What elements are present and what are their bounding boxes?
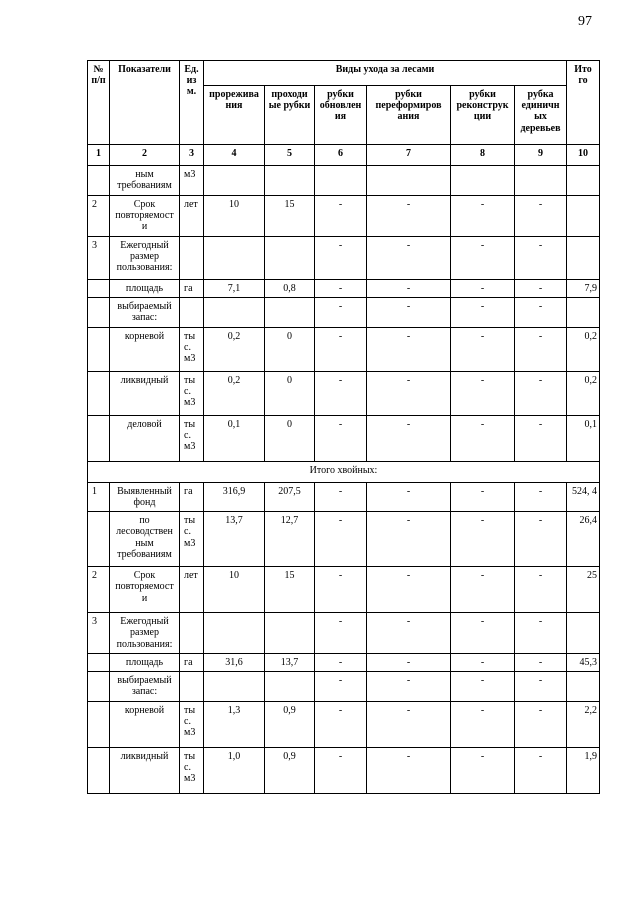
row-num-cell bbox=[88, 279, 110, 297]
row-value-cell: - bbox=[515, 613, 567, 654]
row-value-cell: - bbox=[515, 747, 567, 793]
row-value-cell: - bbox=[451, 236, 515, 279]
row-total-cell: 25 bbox=[567, 567, 600, 613]
forest-care-table bbox=[87, 60, 600, 794]
row-total-cell: 1,9 bbox=[567, 747, 600, 793]
header-indicator: Показатели bbox=[110, 61, 180, 145]
row-value-cell bbox=[265, 236, 315, 279]
row-value-cell: 0,2 bbox=[204, 371, 265, 415]
header-unit: Ед. из м. bbox=[180, 61, 204, 145]
row-value-cell: - bbox=[451, 701, 515, 747]
row-value-cell: 0 bbox=[265, 415, 315, 461]
row-value-cell bbox=[265, 297, 315, 327]
table-row bbox=[88, 415, 600, 461]
row-value-cell: 13,7 bbox=[204, 512, 265, 567]
row-indicator-cell: Ежегодный размер пользования: bbox=[110, 613, 180, 654]
row-value-cell: - bbox=[315, 371, 367, 415]
row-value-cell: - bbox=[515, 567, 567, 613]
row-value-cell: - bbox=[315, 613, 367, 654]
header-type: проходи ые рубки bbox=[265, 86, 315, 145]
row-value-cell: - bbox=[367, 671, 451, 701]
row-value-cell bbox=[315, 166, 367, 196]
table-row bbox=[88, 236, 600, 279]
row-indicator-cell: деловой bbox=[110, 415, 180, 461]
row-value-cell: - bbox=[315, 512, 367, 567]
row-num-cell: 2 bbox=[88, 567, 110, 613]
row-unit-cell: ты с. м3 bbox=[180, 327, 204, 371]
row-value-cell: - bbox=[451, 613, 515, 654]
row-value-cell: - bbox=[515, 415, 567, 461]
row-num-cell: 2 bbox=[88, 196, 110, 237]
row-num-cell bbox=[88, 701, 110, 747]
row-value-cell: - bbox=[367, 482, 451, 511]
row-value-cell: - bbox=[451, 747, 515, 793]
row-value-cell: 0,9 bbox=[265, 701, 315, 747]
row-value-cell: - bbox=[367, 567, 451, 613]
row-value-cell: - bbox=[515, 653, 567, 671]
row-total-cell bbox=[567, 236, 600, 279]
row-value-cell bbox=[265, 166, 315, 196]
row-value-cell: - bbox=[315, 236, 367, 279]
row-value-cell: - bbox=[367, 415, 451, 461]
row-indicator-cell: ликвидный bbox=[110, 371, 180, 415]
row-total-cell: 0,1 bbox=[567, 415, 600, 461]
header-num: № п/п bbox=[88, 61, 110, 145]
row-total-cell bbox=[567, 671, 600, 701]
table-row bbox=[88, 279, 600, 297]
row-indicator-cell: ликвидный bbox=[110, 747, 180, 793]
row-unit-cell: ты с. м3 bbox=[180, 512, 204, 567]
row-indicator-cell: Выявленный фонд bbox=[110, 482, 180, 511]
column-index-cell: 10 bbox=[567, 145, 600, 166]
table-row bbox=[88, 653, 600, 671]
row-value-cell: - bbox=[451, 653, 515, 671]
column-index-cell: 4 bbox=[204, 145, 265, 166]
row-unit-cell: ты с. м3 bbox=[180, 701, 204, 747]
column-index-cell: 2 bbox=[110, 145, 180, 166]
column-index-row bbox=[88, 145, 600, 166]
row-total-cell: 2,2 bbox=[567, 701, 600, 747]
row-value-cell: - bbox=[451, 482, 515, 511]
row-value-cell: - bbox=[315, 671, 367, 701]
row-unit-cell: лет bbox=[180, 567, 204, 613]
row-value-cell: 0,8 bbox=[265, 279, 315, 297]
table-row bbox=[88, 371, 600, 415]
table-row bbox=[88, 567, 600, 613]
table-row bbox=[88, 613, 600, 654]
row-value-cell: - bbox=[515, 482, 567, 511]
row-unit-cell bbox=[180, 297, 204, 327]
row-value-cell: - bbox=[367, 747, 451, 793]
row-indicator-cell: Срок повторяемост и bbox=[110, 196, 180, 237]
row-value-cell: - bbox=[315, 701, 367, 747]
row-value-cell: 7,1 bbox=[204, 279, 265, 297]
row-value-cell: 0,1 bbox=[204, 415, 265, 461]
table-row bbox=[88, 196, 600, 237]
row-value-cell bbox=[204, 613, 265, 654]
row-indicator-cell: по лесоводствен ным требованиям bbox=[110, 512, 180, 567]
row-unit-cell: м3 bbox=[180, 166, 204, 196]
header-type: рубка единичн ых деревьев bbox=[515, 86, 567, 145]
column-index-cell: 5 bbox=[265, 145, 315, 166]
row-value-cell: - bbox=[367, 613, 451, 654]
row-value-cell: - bbox=[315, 196, 367, 237]
row-num-cell: 3 bbox=[88, 236, 110, 279]
row-value-cell: - bbox=[451, 415, 515, 461]
row-value-cell: - bbox=[367, 701, 451, 747]
table-row bbox=[88, 297, 600, 327]
header-type: рубки реконструк ции bbox=[451, 86, 515, 145]
row-total-cell: 45,3 bbox=[567, 653, 600, 671]
column-index-cell: 8 bbox=[451, 145, 515, 166]
row-value-cell: - bbox=[315, 327, 367, 371]
row-total-cell: 524, 4 bbox=[567, 482, 600, 511]
row-value-cell: - bbox=[367, 297, 451, 327]
row-value-cell: - bbox=[315, 279, 367, 297]
row-unit-cell: га bbox=[180, 653, 204, 671]
row-value-cell bbox=[515, 166, 567, 196]
row-value-cell: 0,9 bbox=[265, 747, 315, 793]
table-row bbox=[88, 671, 600, 701]
row-num-cell bbox=[88, 415, 110, 461]
row-value-cell bbox=[204, 297, 265, 327]
row-total-cell: 0,2 bbox=[567, 371, 600, 415]
row-num-cell bbox=[88, 512, 110, 567]
row-indicator-cell: выбираемый запас: bbox=[110, 297, 180, 327]
row-value-cell: - bbox=[515, 327, 567, 371]
row-value-cell: 0 bbox=[265, 327, 315, 371]
row-indicator-cell: Срок повторяемост и bbox=[110, 567, 180, 613]
row-value-cell bbox=[204, 236, 265, 279]
row-unit-cell: ты с. м3 bbox=[180, 415, 204, 461]
header-total: Ито го bbox=[567, 61, 600, 145]
row-value-cell: - bbox=[515, 701, 567, 747]
table-row bbox=[88, 482, 600, 511]
row-unit-cell: ты с. м3 bbox=[180, 747, 204, 793]
row-value-cell: 1,0 bbox=[204, 747, 265, 793]
column-index-cell: 3 bbox=[180, 145, 204, 166]
row-value-cell: 15 bbox=[265, 196, 315, 237]
row-value-cell: - bbox=[515, 512, 567, 567]
row-value-cell: - bbox=[451, 371, 515, 415]
row-value-cell: - bbox=[315, 567, 367, 613]
row-value-cell: - bbox=[451, 327, 515, 371]
row-value-cell: - bbox=[451, 671, 515, 701]
row-indicator-cell: площадь bbox=[110, 279, 180, 297]
row-indicator-cell: корневой bbox=[110, 327, 180, 371]
row-value-cell: 15 bbox=[265, 567, 315, 613]
row-num-cell: 3 bbox=[88, 613, 110, 654]
row-total-cell: 7,9 bbox=[567, 279, 600, 297]
row-value-cell: 0 bbox=[265, 371, 315, 415]
header-types-group: Виды ухода за лесами bbox=[204, 61, 567, 86]
row-value-cell: - bbox=[451, 567, 515, 613]
row-unit-cell: ты с. м3 bbox=[180, 371, 204, 415]
row-value-cell: - bbox=[315, 415, 367, 461]
row-value-cell: 316,9 bbox=[204, 482, 265, 511]
row-value-cell: - bbox=[515, 297, 567, 327]
row-value-cell bbox=[265, 613, 315, 654]
table-row bbox=[88, 327, 600, 371]
row-value-cell: - bbox=[367, 371, 451, 415]
row-indicator-cell: площадь bbox=[110, 653, 180, 671]
table-body bbox=[88, 145, 600, 794]
row-value-cell: 207,5 bbox=[265, 482, 315, 511]
row-value-cell bbox=[204, 166, 265, 196]
header-type: прорежива ния bbox=[204, 86, 265, 145]
row-total-cell bbox=[567, 613, 600, 654]
row-value-cell: - bbox=[367, 327, 451, 371]
section-title: Итого хвойных: bbox=[88, 461, 600, 482]
row-num-cell bbox=[88, 371, 110, 415]
row-value-cell: - bbox=[451, 279, 515, 297]
header-type: рубки обновлен ия bbox=[315, 86, 367, 145]
row-value-cell: - bbox=[515, 196, 567, 237]
row-num-cell bbox=[88, 297, 110, 327]
row-value-cell: 1,3 bbox=[204, 701, 265, 747]
row-total-cell: 26,4 bbox=[567, 512, 600, 567]
row-value-cell: 12,7 bbox=[265, 512, 315, 567]
header-type: рубки переформиров ания bbox=[367, 86, 451, 145]
row-value-cell: - bbox=[515, 279, 567, 297]
column-index-cell: 9 bbox=[515, 145, 567, 166]
row-value-cell: - bbox=[367, 279, 451, 297]
row-value-cell: 13,7 bbox=[265, 653, 315, 671]
page-number: 97 bbox=[578, 14, 592, 29]
row-unit-cell: лет bbox=[180, 196, 204, 237]
row-value-cell: - bbox=[367, 236, 451, 279]
row-value-cell bbox=[367, 166, 451, 196]
row-value-cell: - bbox=[515, 236, 567, 279]
row-value-cell bbox=[265, 671, 315, 701]
row-total-cell bbox=[567, 196, 600, 237]
row-value-cell: - bbox=[315, 653, 367, 671]
row-value-cell: - bbox=[515, 671, 567, 701]
table-row bbox=[88, 512, 600, 567]
row-unit-cell bbox=[180, 671, 204, 701]
column-index-cell: 6 bbox=[315, 145, 367, 166]
row-num-cell: 1 bbox=[88, 482, 110, 511]
row-indicator-cell: корневой bbox=[110, 701, 180, 747]
row-unit-cell: га bbox=[180, 279, 204, 297]
row-value-cell: - bbox=[315, 747, 367, 793]
row-num-cell bbox=[88, 747, 110, 793]
row-num-cell bbox=[88, 671, 110, 701]
row-value-cell: - bbox=[451, 297, 515, 327]
row-total-cell: 0,2 bbox=[567, 327, 600, 371]
row-indicator-cell: выбираемый запас: bbox=[110, 671, 180, 701]
row-value-cell: - bbox=[315, 482, 367, 511]
row-value-cell: - bbox=[451, 512, 515, 567]
column-index-cell: 1 bbox=[88, 145, 110, 166]
row-value-cell bbox=[204, 671, 265, 701]
row-value-cell: - bbox=[367, 512, 451, 567]
row-value-cell: - bbox=[315, 297, 367, 327]
row-value-cell: - bbox=[367, 653, 451, 671]
row-value-cell: 0,2 bbox=[204, 327, 265, 371]
row-value-cell: - bbox=[515, 371, 567, 415]
table-row bbox=[88, 166, 600, 196]
row-total-cell bbox=[567, 297, 600, 327]
row-value-cell: 10 bbox=[204, 196, 265, 237]
row-unit-cell: га bbox=[180, 482, 204, 511]
row-indicator-cell: Ежегодный размер пользования: bbox=[110, 236, 180, 279]
row-unit-cell bbox=[180, 236, 204, 279]
row-num-cell bbox=[88, 327, 110, 371]
table-row bbox=[88, 701, 600, 747]
row-value-cell: - bbox=[367, 196, 451, 237]
row-num-cell bbox=[88, 166, 110, 196]
row-value-cell: 10 bbox=[204, 567, 265, 613]
row-value-cell bbox=[451, 166, 515, 196]
table-row bbox=[88, 747, 600, 793]
row-indicator-cell: ным требованиям bbox=[110, 166, 180, 196]
row-num-cell bbox=[88, 653, 110, 671]
row-unit-cell bbox=[180, 613, 204, 654]
section-row bbox=[88, 461, 600, 482]
row-value-cell: - bbox=[451, 196, 515, 237]
row-value-cell: 31,6 bbox=[204, 653, 265, 671]
row-total-cell bbox=[567, 166, 600, 196]
column-index-cell: 7 bbox=[367, 145, 451, 166]
